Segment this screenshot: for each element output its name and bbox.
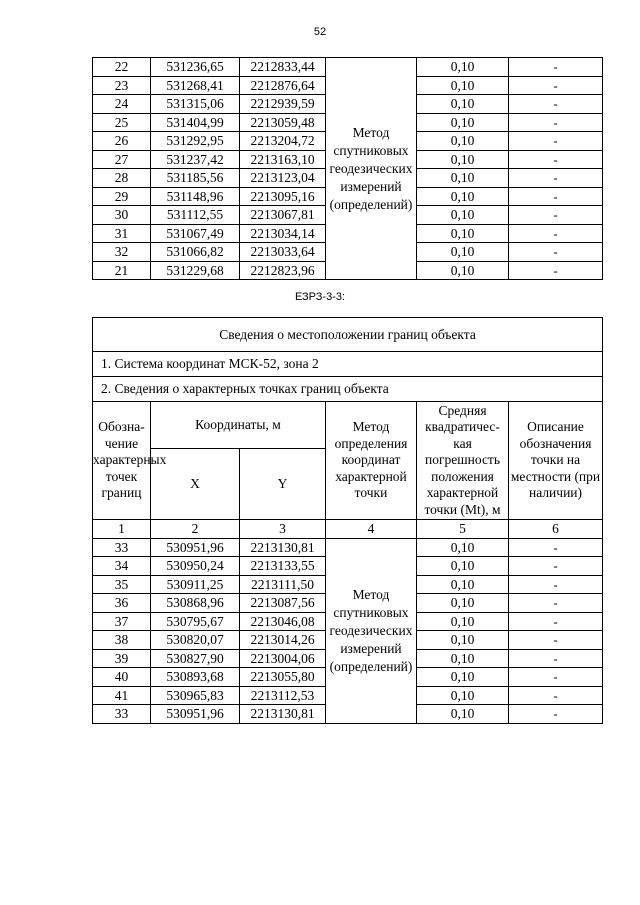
mt-value: 0,10: [417, 224, 509, 243]
description-value: -: [509, 243, 603, 262]
description-value: -: [509, 575, 603, 594]
coord-x: 530965,83: [151, 686, 240, 705]
point-number: 40: [93, 668, 151, 687]
coord-x: 530951,96: [151, 538, 240, 557]
coord-x: 530868,96: [151, 594, 240, 613]
coord-x: 531148,96: [151, 187, 240, 206]
mt-value: 0,10: [417, 206, 509, 225]
mt-value: 0,10: [417, 76, 509, 95]
coord-y: 2213123,04: [240, 169, 326, 188]
coord-y: 2213004,06: [240, 649, 326, 668]
coord-x: 531229,68: [151, 261, 240, 280]
description-value: -: [509, 187, 603, 206]
point-number: 37: [93, 612, 151, 631]
description-value: -: [509, 705, 603, 724]
coord-x: 530795,67: [151, 612, 240, 631]
description-value: -: [509, 686, 603, 705]
mt-value: 0,10: [417, 113, 509, 132]
coord-y: 2212833,44: [240, 58, 326, 77]
description-value: -: [509, 206, 603, 225]
mt-value: 0,10: [417, 557, 509, 576]
mt-value: 0,10: [417, 169, 509, 188]
coord-y: 2213055,80: [240, 668, 326, 687]
point-number: 41: [93, 686, 151, 705]
coord-x: 531185,56: [151, 169, 240, 188]
header-method: Метод определения координат характерной точки: [326, 402, 417, 520]
coord-y: 2213130,81: [240, 538, 326, 557]
coordinate-system-line: 1. Система координат МСК-52, зона 2: [93, 352, 603, 377]
mt-value: 0,10: [417, 649, 509, 668]
coord-x: 531315,06: [151, 95, 240, 114]
mt-value: 0,10: [417, 668, 509, 687]
mt-value: 0,10: [417, 261, 509, 280]
mt-value: 0,10: [417, 686, 509, 705]
point-number: 33: [93, 705, 151, 724]
coord-y: 2212876,64: [240, 76, 326, 95]
point-number: 32: [93, 243, 151, 262]
point-number: 22: [93, 58, 151, 77]
table-row: [93, 58, 603, 77]
point-number: 31: [93, 224, 151, 243]
col-number: 6: [509, 520, 603, 539]
description-value: -: [509, 95, 603, 114]
point-number: 25: [93, 113, 151, 132]
coord-y: 2213087,56: [240, 594, 326, 613]
point-number: 26: [93, 132, 151, 151]
coord-x: 531112,55: [151, 206, 240, 225]
point-number: 24: [93, 95, 151, 114]
coord-y: 2213133,55: [240, 557, 326, 576]
col-number: 4: [326, 520, 417, 539]
mt-value: 0,10: [417, 243, 509, 262]
section-label: ЕЗРЗ-3-3:: [294, 291, 346, 303]
col-number: 1: [93, 520, 151, 539]
point-number: 35: [93, 575, 151, 594]
point-number: 23: [93, 76, 151, 95]
mt-value: 0,10: [417, 187, 509, 206]
coord-x: 531066,82: [151, 243, 240, 262]
coord-x: 530827,90: [151, 649, 240, 668]
point-number: 30: [93, 206, 151, 225]
coord-y: 2213095,16: [240, 187, 326, 206]
boundary-points-table: [92, 317, 603, 724]
coord-y: 2213204,72: [240, 132, 326, 151]
description-value: -: [509, 261, 603, 280]
coord-x: 530911,25: [151, 575, 240, 594]
coord-y: 2213112,53: [240, 686, 326, 705]
point-number: 28: [93, 169, 151, 188]
mt-value: 0,10: [417, 594, 509, 613]
description-value: -: [509, 668, 603, 687]
description-value: -: [509, 113, 603, 132]
header-designation: Обозна-чение характерных точек границ: [93, 402, 151, 520]
point-number: 33: [93, 538, 151, 557]
method-cell: Метод спутниковых геодезических измерений (определений): [326, 58, 417, 280]
col-number: 5: [417, 520, 509, 539]
point-number: 38: [93, 631, 151, 650]
col-number: 3: [240, 520, 326, 539]
coord-y: 2213130,81: [240, 705, 326, 724]
coordinates-table-continued: [92, 57, 603, 280]
coord-x: 531067,49: [151, 224, 240, 243]
description-value: -: [509, 58, 603, 77]
page-number: 52: [313, 26, 327, 38]
description-value: -: [509, 631, 603, 650]
mt-value: 0,10: [417, 150, 509, 169]
coord-x: 530820,07: [151, 631, 240, 650]
point-number: 29: [93, 187, 151, 206]
coord-y: 2213111,50: [240, 575, 326, 594]
coord-x: 531237,42: [151, 150, 240, 169]
mt-value: 0,10: [417, 705, 509, 724]
coord-x: 530951,96: [151, 705, 240, 724]
header-x: X: [151, 449, 240, 520]
mt-value: 0,10: [417, 95, 509, 114]
point-number: 27: [93, 150, 151, 169]
description-value: -: [509, 76, 603, 95]
coord-x: 531292,95: [151, 132, 240, 151]
coord-x: 531236,65: [151, 58, 240, 77]
coord-y: 2212939,59: [240, 95, 326, 114]
point-number: 21: [93, 261, 151, 280]
point-number: 34: [93, 557, 151, 576]
mt-value: 0,10: [417, 612, 509, 631]
mt-value: 0,10: [417, 58, 509, 77]
coord-x: 531404,99: [151, 113, 240, 132]
coord-x: 530950,24: [151, 557, 240, 576]
coord-y: 2213033,64: [240, 243, 326, 262]
point-number: 36: [93, 594, 151, 613]
mt-value: 0,10: [417, 538, 509, 557]
coord-y: 2213067,81: [240, 206, 326, 225]
header-mt: Средняя квадратичес-кая погрешность положения характерной точки (Mt), м: [417, 402, 509, 520]
coord-y: 2213059,48: [240, 113, 326, 132]
mt-value: 0,10: [417, 575, 509, 594]
coord-y: 2213163,10: [240, 150, 326, 169]
description-value: -: [509, 557, 603, 576]
col-number: 2: [151, 520, 240, 539]
coord-y: 2213014,26: [240, 631, 326, 650]
description-value: -: [509, 224, 603, 243]
description-value: -: [509, 594, 603, 613]
header-coordinates: Координаты, м: [151, 402, 326, 449]
description-value: -: [509, 132, 603, 151]
table-title: Сведения о местоположении границ объекта: [93, 318, 603, 352]
mt-value: 0,10: [417, 132, 509, 151]
description-value: -: [509, 150, 603, 169]
table-row: [93, 538, 603, 557]
description-value: -: [509, 612, 603, 631]
method-cell: Метод спутниковых геодезических измерений (определений): [326, 538, 417, 723]
point-number: 39: [93, 649, 151, 668]
coord-x: 531268,41: [151, 76, 240, 95]
mt-value: 0,10: [417, 631, 509, 650]
header-y: Y: [240, 449, 326, 520]
header-description: Описание обозначения точки на местности (при наличии): [509, 402, 603, 520]
coord-x: 530893,68: [151, 668, 240, 687]
coord-y: 2213046,08: [240, 612, 326, 631]
description-value: -: [509, 649, 603, 668]
coord-y: 2212823,96: [240, 261, 326, 280]
points-info-line: 2. Сведения о характерных точках границ объекта: [93, 377, 603, 402]
description-value: -: [509, 538, 603, 557]
coord-y: 2213034,14: [240, 224, 326, 243]
description-value: -: [509, 169, 603, 188]
